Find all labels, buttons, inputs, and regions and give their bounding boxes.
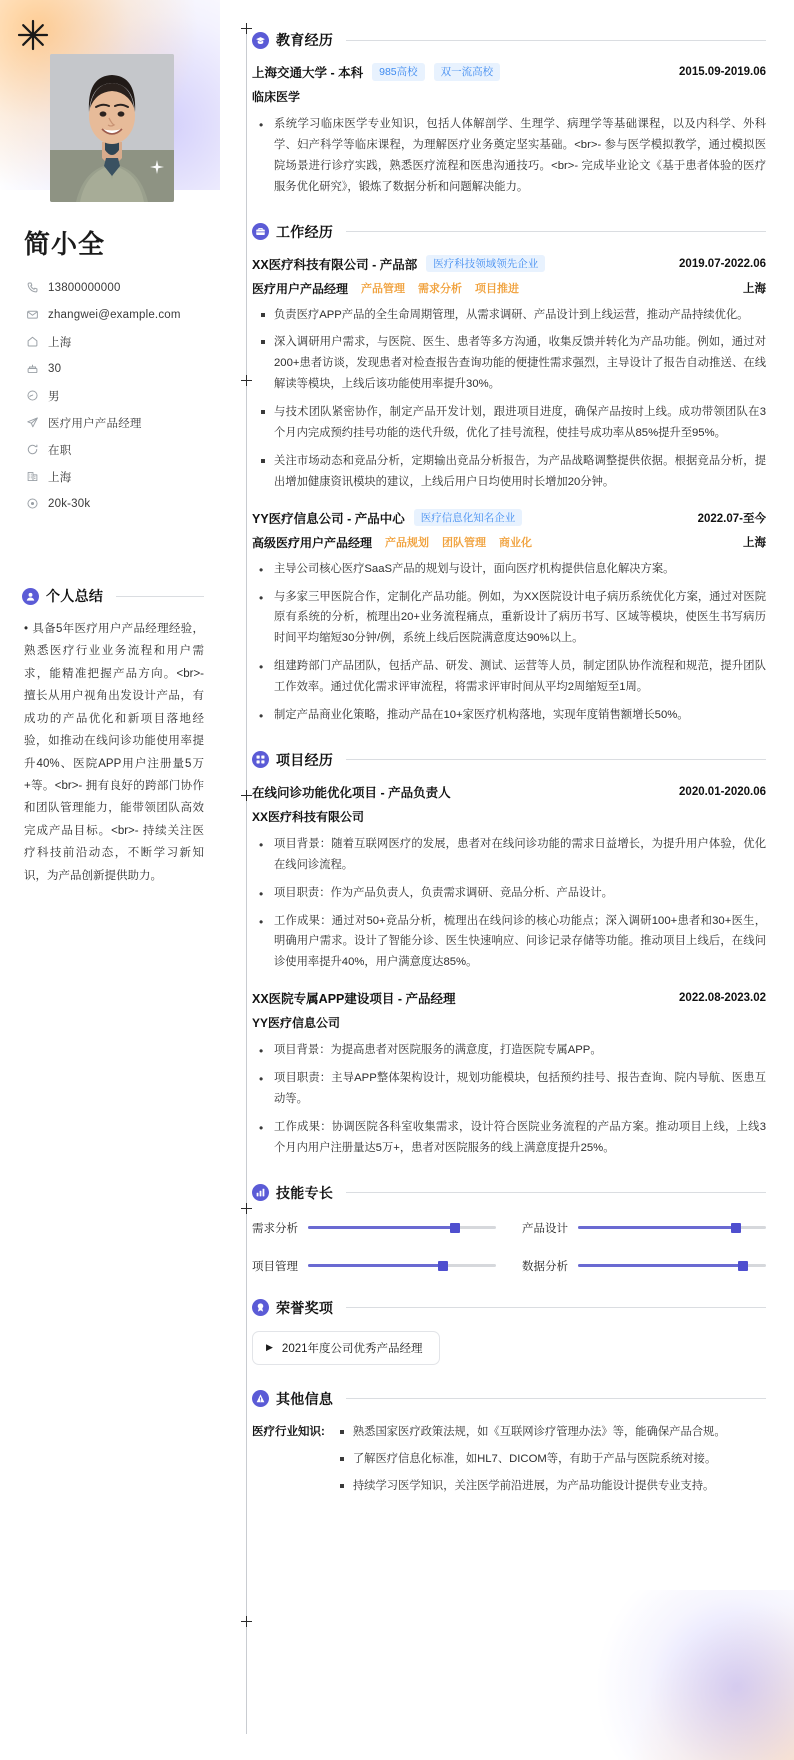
divider-rule <box>346 40 766 41</box>
company-tag: 医疗科技领域领先企业 <box>426 255 545 272</box>
section-header-projects <box>252 750 766 770</box>
bullet-item: • 与多家三甲医院合作，定制化产品功能。例如，为XX医院设计电子病历系统优化方案，通过对医院原有系统的分析，梳理出20+业务流程痛点，重新设计了病历书写、区域等模块，使医生书写病历时间平均缩短30分钟/例，系统上线后医院满意度达90%以上。 <box>252 587 766 650</box>
section-title: 工作经历 <box>276 223 334 240</box>
bullet-item: • 工作成果：通过对50+竞品分析，梳理出在线问诊的核心功能点；深入调研100+患者和30+医生，明确用户需求。设计了智能分诊、医生快速响应、问诊记录存储等功能。推动项目上线后，在线问诊使用率提升40%，用户满意度达85%。 <box>252 911 766 974</box>
other-info-bullets <box>331 1422 766 1497</box>
column-divider <box>246 28 247 1734</box>
job-location: 上海 <box>743 537 766 550</box>
section-education <box>252 30 766 198</box>
mail-icon <box>25 308 39 322</box>
skill-label: 产品设计 <box>522 1222 568 1235</box>
section-header-work <box>252 222 766 242</box>
slider-track[interactable] <box>578 1226 766 1229</box>
skill-label: 需求分析 <box>252 1222 298 1235</box>
crop-mark <box>241 1203 252 1214</box>
project-entry <box>252 783 766 973</box>
section-header-other-info <box>252 1389 766 1409</box>
skill-label: 项目管理 <box>252 1260 298 1273</box>
contact-row <box>22 329 204 354</box>
bullet-item: 深入调研用户需求，与医院、医生、患者等多方沟通，收集反馈并转化为产品功能。例如，通过对200+患者访谈，发现患者对检查报告查询功能的便捷性需求强烈，主导设计了报告自动推送、在线解读等模块，上线后该功能使用率提升30%。 <box>252 332 766 395</box>
skill-tag: 商业化 <box>499 537 533 550</box>
bullet-item: 熟悉国家医疗政策法规，如《互联网诊疗管理办法》等，能确保产品合规。 <box>331 1422 766 1443</box>
slider-fill <box>578 1264 743 1267</box>
contact-row <box>22 356 204 381</box>
slider-knob[interactable] <box>738 1261 748 1271</box>
avatar <box>50 54 174 202</box>
section-skills <box>252 1183 766 1274</box>
skill-label: 数据分析 <box>522 1260 568 1273</box>
section-header-skills <box>252 1183 766 1203</box>
contact-value: 20k-30k <box>48 497 91 510</box>
entry-date: 2015.09-2019.06 <box>679 66 766 78</box>
company-name: YY医疗信息公司 - 产品中心 <box>252 511 405 526</box>
skill-slider[interactable] <box>252 1258 496 1274</box>
slider-fill <box>308 1226 455 1229</box>
slider-track[interactable] <box>578 1264 766 1267</box>
work-entry <box>252 509 766 726</box>
divider-rule <box>346 759 766 760</box>
bullet-item: 关注市场动态和竞品分析，定期输出竞品分析报告，为产品战略调整提供依据。根据竞品分析，提出增加健康资讯模块的建议，上线后用户日均使用时长增加20分钟。 <box>252 451 766 493</box>
divider-rule <box>346 231 766 232</box>
work-bullets <box>252 559 766 726</box>
entry-header <box>252 509 766 527</box>
slider-track[interactable] <box>308 1226 496 1229</box>
divider-rule <box>346 1192 766 1193</box>
entry-subheader-left <box>252 280 519 297</box>
gender-icon <box>25 389 39 403</box>
sidebar <box>0 0 222 1760</box>
section-title: 其他信息 <box>276 1390 334 1407</box>
section-work <box>252 222 766 726</box>
home-icon <box>25 335 39 349</box>
project-bullets <box>252 834 766 973</box>
contact-row <box>22 302 204 327</box>
bullet-item: • 主导公司核心医疗SaaS产品的规划与设计，面向医疗机构提供信息化解决方案。 <box>252 559 766 580</box>
entry-header-left <box>252 989 456 1007</box>
contact-value: zhangwei@example.com <box>48 308 181 321</box>
contact-value: 13800000000 <box>48 281 121 294</box>
contact-value: 上海 <box>48 336 72 349</box>
bullet-item: • 项目背景：为提高患者对医院服务的满意度，打造医院专属APP。 <box>252 1040 766 1061</box>
entry-subheader <box>252 280 766 297</box>
skill-tag: 项目推进 <box>475 283 520 296</box>
job-title: 医疗用户产品经理 <box>252 281 349 296</box>
contact-row <box>22 491 204 516</box>
section-other-info <box>252 1389 766 1503</box>
skill-tag: 需求分析 <box>418 283 463 296</box>
section-projects <box>252 750 766 1159</box>
section-title: 荣誉奖项 <box>276 1299 334 1316</box>
skill-slider[interactable] <box>252 1220 496 1236</box>
slider-track[interactable] <box>308 1264 496 1267</box>
divider-rule <box>346 1398 766 1399</box>
crop-mark <box>241 375 252 386</box>
education-entry <box>252 63 766 198</box>
divider-rule <box>116 596 204 597</box>
entry-date: 2022.07-至今 <box>697 512 766 525</box>
honor-item[interactable] <box>252 1331 440 1365</box>
section-header-summary <box>22 586 204 606</box>
bullet-item: 了解医疗信息化标准，如HL7、DICOM等，有助于产品与医院系统对接。 <box>331 1449 766 1470</box>
summary-text-block <box>22 618 204 887</box>
crop-mark <box>241 23 252 34</box>
entry-header <box>252 63 766 81</box>
other-info-row <box>252 1422 766 1503</box>
bullet-item: • 项目职责：作为产品负责人，负责需求调研、竞品分析、产品设计。 <box>252 883 766 904</box>
entry-header <box>252 255 766 273</box>
contact-value: 男 <box>48 390 60 403</box>
other-info-key: 医疗行业知识: <box>252 1425 325 1438</box>
project-company: XX医疗科技有限公司 <box>252 809 365 824</box>
skill-tag: 团队管理 <box>442 537 487 550</box>
school-tag: 双一流高校 <box>434 63 501 80</box>
bullet-item: • 组建跨部门产品团队，包括产品、研发、测试、运营等人员，制定团队协作流程和规范，提升团队工作效率。通过优化需求评审流程，将需求评审时间从平均2周缩短至1周。 <box>252 656 766 698</box>
slider-fill <box>578 1226 736 1229</box>
company-name: XX医疗科技有限公司 - 产品部 <box>252 257 418 272</box>
entry-date: 2019.07-2022.06 <box>679 257 766 270</box>
building-icon <box>25 470 39 484</box>
honor-label: 2021年度公司优秀产品经理 <box>281 1342 423 1355</box>
contact-value: 30 <box>48 362 62 375</box>
contact-row <box>22 410 204 435</box>
school-name: 上海交通大学 - 本科 <box>252 66 364 80</box>
contact-value: 上海 <box>48 471 72 484</box>
project-name: XX医院专属APP建设项目 - 产品经理 <box>252 992 456 1007</box>
section-honors <box>252 1298 766 1365</box>
bullet-item: 负责医疗APP产品的全生命周期管理，从需求调研、产品设计到上线运营，推动产品持续优化。 <box>252 305 766 326</box>
crop-mark <box>241 1616 252 1627</box>
section-title: 教育经历 <box>276 32 334 48</box>
entry-subheader <box>252 534 766 551</box>
entry-header-left <box>252 509 522 527</box>
bullet-item: • 制定产品商业化策略，推动产品在10+家医疗机构落地，实现年度销售额增长50%。 <box>252 705 766 726</box>
briefcase-icon <box>252 223 269 240</box>
section-title: 个人总结 <box>46 588 104 604</box>
slider-knob[interactable] <box>731 1223 741 1233</box>
job-location: 上海 <box>743 283 766 296</box>
sparkle-icon <box>16 18 50 52</box>
project-entry <box>252 989 766 1158</box>
skill-slider[interactable] <box>522 1258 766 1274</box>
bullet-item: • 项目背景：随着互联网医疗的发展，患者对在线问诊功能的需求日益增长，为提升用户体验，优化在线问诊流程。 <box>252 834 766 876</box>
phone-icon <box>25 281 39 295</box>
school-tag: 985高校 <box>372 63 425 80</box>
contact-list <box>22 275 204 516</box>
grid-icon <box>252 751 269 768</box>
other-info-body <box>331 1422 766 1503</box>
project-company: YY医疗信息公司 <box>252 1016 341 1031</box>
section-title: 项目经历 <box>276 751 334 768</box>
entry-date: 2022.08-2023.02 <box>679 992 766 1005</box>
contact-row <box>22 275 204 300</box>
chart-icon <box>252 1184 269 1201</box>
contact-row <box>22 437 204 462</box>
job-title: 高级医疗用户产品经理 <box>252 535 373 550</box>
crop-mark <box>241 790 252 801</box>
award-icon <box>252 1299 269 1316</box>
info-icon <box>252 1390 269 1407</box>
project-bullets <box>252 1040 766 1158</box>
skill-slider[interactable] <box>522 1220 766 1236</box>
slider-knob[interactable] <box>450 1223 460 1233</box>
cake-icon <box>25 362 39 376</box>
section-title: 技能专长 <box>276 1184 334 1201</box>
section-header-education <box>252 30 766 50</box>
project-name: 在线问诊功能优化项目 - 产品负责人 <box>252 785 451 800</box>
play-caret-icon: ▶ <box>266 1342 273 1353</box>
entry-subheader-left <box>252 534 532 551</box>
entry-date: 2020.01-2020.06 <box>679 785 766 798</box>
main-content <box>222 0 794 1760</box>
entry-header <box>252 989 766 1007</box>
slider-knob[interactable] <box>438 1261 448 1271</box>
major-name: 临床医学 <box>252 90 301 104</box>
status-icon <box>25 443 39 457</box>
contact-value: 医疗用户产品经理 <box>48 417 142 430</box>
entry-header <box>252 783 766 801</box>
slider-fill <box>308 1264 443 1267</box>
contact-row <box>22 464 204 489</box>
section-header-honors <box>252 1298 766 1318</box>
work-bullets <box>252 305 766 493</box>
entry-header-left <box>252 783 451 801</box>
summary-text: 具备5年医疗用户产品经理经验，熟悉医疗行业业务流程和用户需求，能精准把握产品方向。<br>- 擅长从用户视角出发设计产品，有成功的产品优化和新项目落地经验，如推动在线问诊功能使用率提升40%、医院APP用户注册量5万+等。<br>- 拥有良好的跨部门协作和团队管理能力，能带领团队高效完成产品目标。<br>- 持续关注医疗科技前沿动态，不断学习新知识，为产品创新提供助力。 <box>24 623 204 882</box>
bullet-item: 与技术团队紧密协作，制定产品开发计划，跟进项目进度，确保产品按时上线。成功带领团队在3个月内完成预约挂号功能的迭代升级，优化了挂号流程，使挂号成功率从85%提升至95%。 <box>252 402 766 444</box>
divider-rule <box>346 1307 766 1308</box>
bullet-item: • 工作成果：协调医院各科室收集需求，设计符合医院业务流程的产品方案。推动项目上线，上线3个月内用户注册量达5万+，患者对医院服务的线上满意度提升25%。 <box>252 1117 766 1159</box>
education-bullets <box>252 114 766 198</box>
page-title: 简小全 <box>24 229 106 259</box>
bullet-item: 持续学习医学知识，关注医学前沿进展，为产品功能设计提供专业支持。 <box>331 1476 766 1497</box>
work-entry <box>252 255 766 493</box>
graduation-cap-icon <box>252 32 269 49</box>
bullet-item: • 项目职责：主导APP整体架构设计，规划功能模块，包括预约挂号、报告查询、院内导航、医患互动等。 <box>252 1068 766 1110</box>
entry-header-left <box>252 63 500 81</box>
skill-grid <box>252 1216 766 1274</box>
entry-header-left <box>252 255 545 273</box>
bullet-marker: • <box>24 623 29 635</box>
salary-icon <box>25 497 39 511</box>
skill-tag: 产品规划 <box>385 537 430 550</box>
contact-value: 在职 <box>48 444 72 457</box>
user-circle-icon <box>22 588 39 605</box>
bullet-item: • 系统学习临床医学专业知识，包括人体解剖学、生理学、病理学等基础课程，以及内科学、外科学、妇产科学等临床课程，为理解医疗业务奠定坚实基础。<br>- 参与医学模拟教学，通过模拟医院场景进行诊疗实践，熟悉医疗流程和医患沟通技巧。<br>- 完成毕业论文《基于患者体验的医疗服务优化研究》，锻炼了数据分析和问题解决能力。 <box>252 114 766 198</box>
company-tag: 医疗信息化知名企业 <box>414 509 523 526</box>
paperplane-icon <box>25 416 39 430</box>
contact-row <box>22 383 204 408</box>
skill-tag: 产品管理 <box>361 283 406 296</box>
